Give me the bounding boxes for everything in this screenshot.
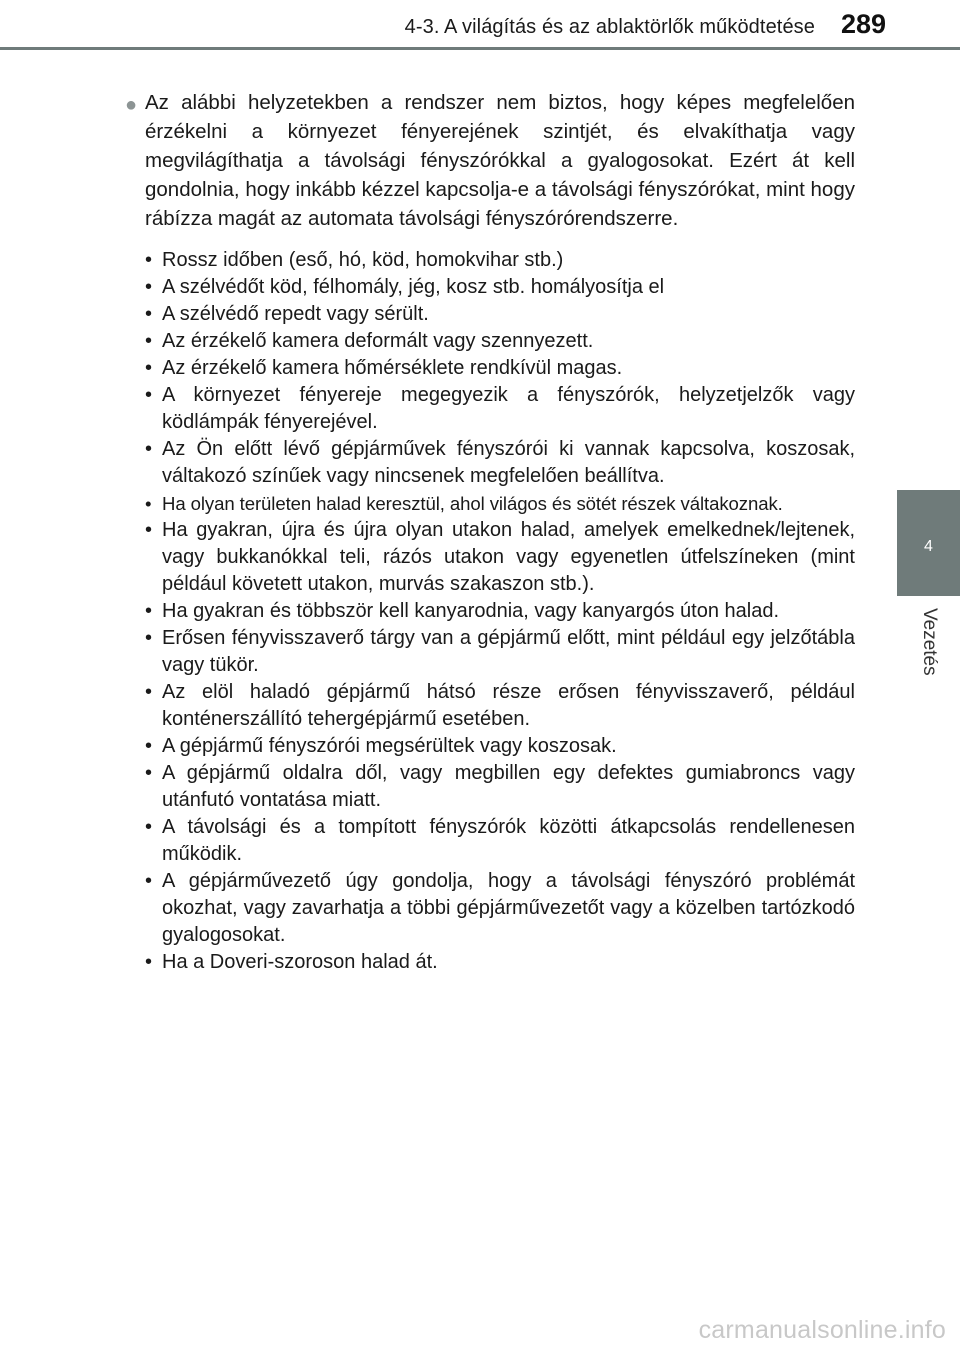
chapter-tab [897,490,960,596]
list-item: • Az érzékelő kamera hőmérséklete rendkívül magas. [145,355,855,382]
chapter-label: Vezetés [919,608,940,676]
header-divider [0,47,960,50]
intro-paragraph [125,88,855,233]
watermark: carmanualsonline.info [698,1316,946,1344]
list-item: • Ha a Doveri-szoroson halad át. [145,949,855,976]
list-item: • Az érzékelő kamera deformált vagy szennyezett. [145,328,855,355]
list-item: • Rossz időben (eső, hó, köd, homokvihar stb.) [145,247,855,274]
chapter-number: 4 [924,538,933,555]
page-header [0,0,960,80]
list-item: • A szélvédő repedt vagy sérült. [145,301,855,328]
list-item: • A környezet fényereje megegyezik a fényszórók, helyzetjelzők vagy ködlámpák fényerejével. [145,382,855,436]
list-item: • Ha gyakran és többször kell kanyarodnia, vagy kanyargós úton halad. [145,598,855,625]
list-item: • A gépjármű fényszórói megsérültek vagy koszosak. [145,733,855,760]
list-item: • Ha olyan területen halad keresztül, ahol világos és sötét részek váltakoznak. [145,490,855,517]
circle-bullet-icon: ● [125,94,138,116]
list-item: • Az elöl haladó gépjármű hátsó része erősen fényvisszaverő, például konténerszállító tehergépjármű esetében. [145,679,855,733]
intro-text: Az alábbi helyzetekben a rendszer nem biztos, hogy képes megfelelően érzékelni a környezet fényerejének szintjét, és elvakíthatja vagy megvilágíthatja a távolsági fényszórókkal a gyalogosokat. Ezért át kell gondolnia, hogy inkább kézzel kapcsolja-e a távolsági fényszórókat, mint hogy rábízza magát az automata távolsági fényszórórendszerre. [145,91,855,230]
list-item: • A gépjárművezető úgy gondolja, hogy a távolsági fényszóró problémát okozhat, vagy zavarhatja a többi gépjárművezetőt vagy a közelben tartózkodó gyalogosokat. [145,868,855,949]
conditions-list [125,247,855,976]
list-item: • A gépjármű oldalra dől, vagy megbillen egy defektes gumiabroncs vagy utánfutó vontatása miatt. [145,760,855,814]
main-content [125,88,855,976]
list-item: • Erősen fényvisszaverő tárgy van a gépjármű előtt, mint például egy jelzőtábla vagy tükör. [145,625,855,679]
list-item: • Az Ön előtt lévő gépjárművek fényszórói ki vannak kapcsolva, koszosak, váltakozó színűek vagy nincsenek megfelelően beállítva. [145,436,855,490]
list-item: • A távolsági és a tompított fényszórók közötti átkapcsolás rendellenesen működik. [145,814,855,868]
page-number: 289 [840,9,886,39]
list-item: • Ha gyakran, újra és újra olyan utakon halad, amelyek emelkednek/lejtenek, vagy bukkanókkal teli, rázós utakon vagy egyenetlen útfelszíneken (mint például követett utakon, murvás szakaszon stb.). [145,517,855,598]
section-title: 4-3. A világítás és az ablaktörlők működtetése [404,16,815,38]
list-item: • A szélvédőt köd, félhomály, jég, kosz stb. homályosítja el [145,274,855,301]
